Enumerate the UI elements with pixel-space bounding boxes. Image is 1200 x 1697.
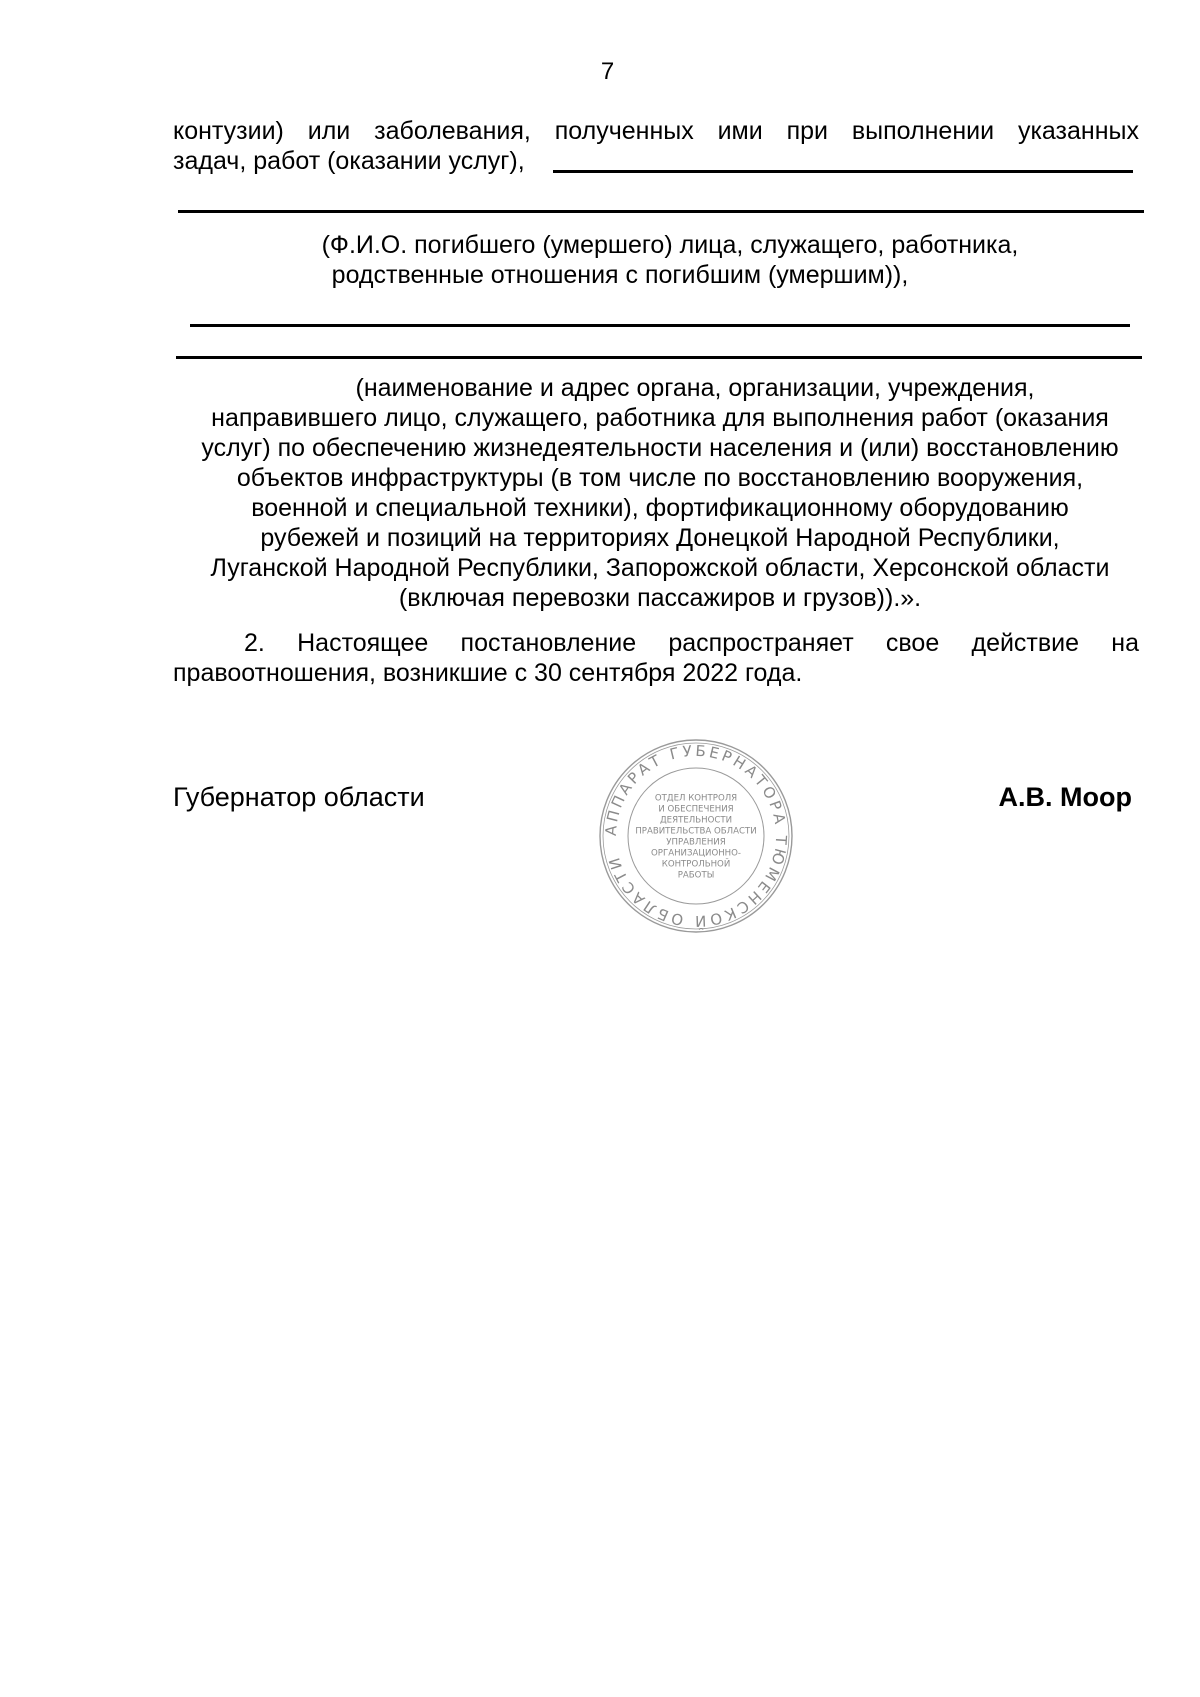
caption-2-line: Луганской Народной Республики, Запорожской области, Херсонской области	[210, 554, 1110, 582]
page-number: 7	[600, 58, 615, 85]
caption-2-line: объектов инфраструктуры (в том числе по восстановлению вооружения,	[236, 464, 1084, 492]
stamp-inner-line: И ОБЕСПЕЧЕНИЯ	[658, 804, 734, 815]
svg-text:АППАРАТ ГУБЕРНАТОРА ТЮМЕНСКОЙ: АППАРАТ ГУБЕРНАТОРА ТЮМЕНСКОЙ ОБЛАСТИ	[601, 741, 791, 931]
fill-line-3	[190, 324, 1130, 327]
fill-line-4	[176, 356, 1142, 359]
caption-2-line: (включая перевозки пассажиров и грузов)).».	[398, 584, 922, 612]
official-stamp	[596, 736, 796, 936]
paragraph-2-line-1: 2. Настоящее постановление распространяет свое действие на	[244, 629, 1139, 657]
paragraph-2-line-2: правоотношения, возникшие с 30 сентября 2022 года.	[173, 659, 803, 687]
caption-2-line: рубежей и позиций на территориях Донецкой Народной Республики,	[260, 524, 1060, 552]
caption-2	[160, 373, 1160, 613]
stamp-inner-line: КОНТРОЛЬНОЙ	[661, 859, 731, 870]
stamp-seal-graphic	[596, 736, 796, 936]
stamp-inner-line: ОТДЕЛ КОНТРОЛЯ	[654, 793, 738, 804]
caption-1-line-2: родственные отношения с погибшим (умершим)),	[331, 261, 909, 289]
signature-name: А.В. Моор	[998, 782, 1132, 812]
caption-1-line-1: (Ф.И.О. погибшего (умершего) лица, служащего, работника,	[321, 231, 1019, 259]
stamp-inner-line: ПРАВИТЕЛЬСТВА ОБЛАСТИ	[635, 826, 757, 837]
caption-2-line: военной и специальной техники), фортификационному оборудованию	[251, 494, 1069, 522]
caption-2-line: (наименование и адрес органа, организации, учреждения,	[355, 374, 1035, 402]
stamp-inner-line: РАБОТЫ	[677, 870, 715, 881]
stamp-inner-line: ДЕЯТЕЛЬНОСТИ	[659, 815, 733, 826]
paragraph-1-line-1: контузии) или заболевания, полученных ими при выполнении указанных	[173, 117, 1139, 145]
caption-2-line: услуг) по обеспечению жизнедеятельности населения и (или) восстановлению	[201, 434, 1119, 462]
stamp-inner-line: ОРГАНИЗАЦИОННО-	[651, 848, 741, 859]
signature-position: Губернатор области	[173, 782, 425, 812]
stamp-inner-line: УПРАВЛЕНИЯ	[666, 837, 726, 848]
fill-line-2	[178, 210, 1144, 213]
paragraph-1-line-2: задач, работ (оказании услуг),	[173, 147, 525, 175]
fill-line-1	[553, 170, 1133, 173]
caption-2-line: направившего лицо, служащего, работника для выполнения работ (оказания	[211, 404, 1109, 432]
